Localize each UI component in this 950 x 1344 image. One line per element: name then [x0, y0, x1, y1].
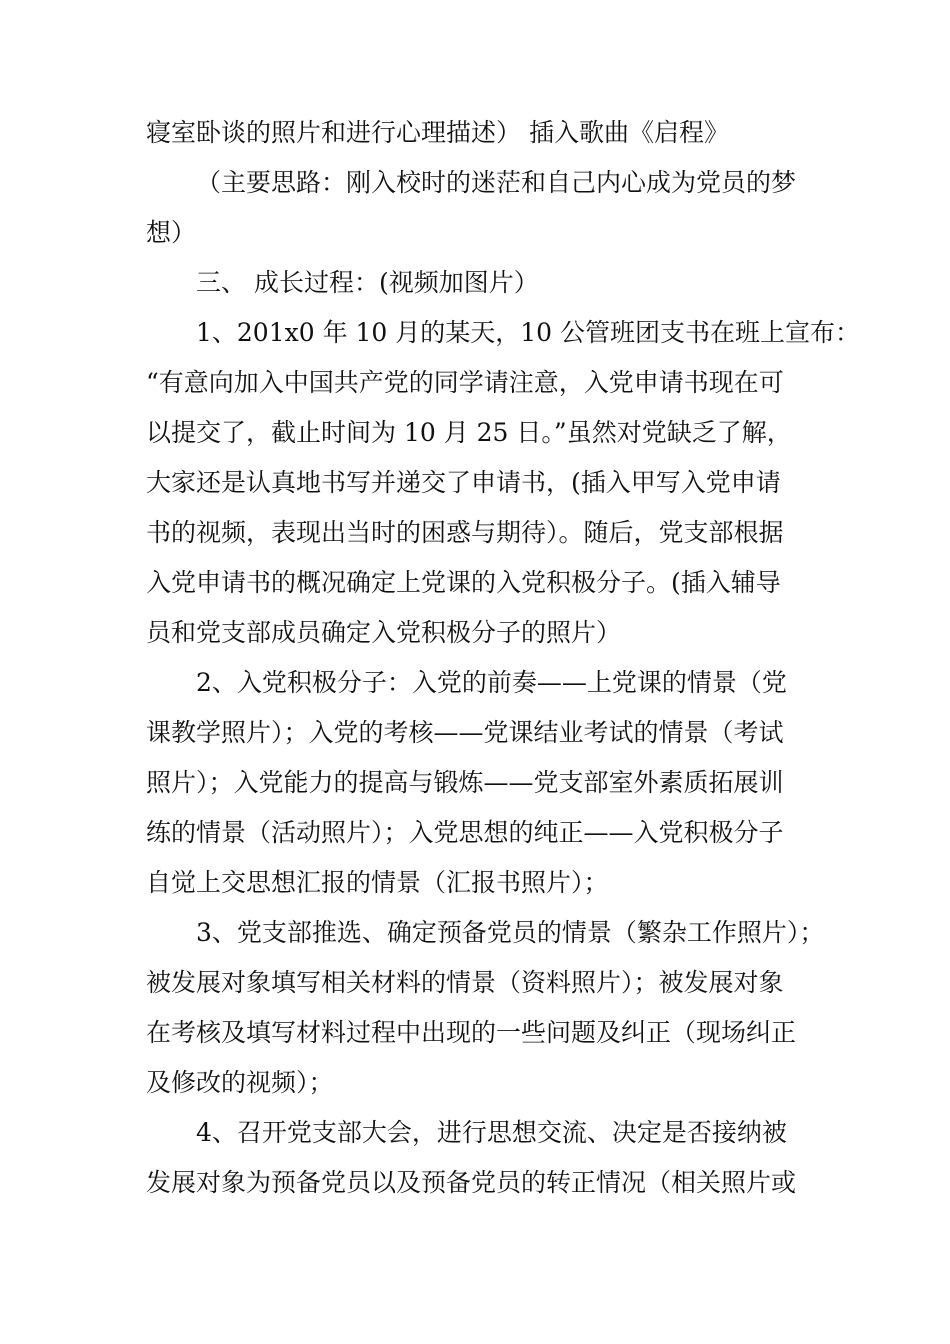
text-line: “有意向加入中国共产党的同学请注意，入党申请书现在可 [146, 368, 784, 397]
text-line: 4、召开党支部大会，进行思想交流、决定是否接纳被 [196, 1118, 787, 1147]
text-line: 2、入党积极分子：入党的前奏——上党课的情景（党 [196, 668, 787, 697]
text-line: 自觉上交思想汇报的情景（汇报书照片）； [146, 868, 609, 897]
text-line: 想） [146, 218, 197, 247]
text-line: 寝室卧谈的照片和进行心理描述） 插入歌曲《启程》 [146, 118, 729, 147]
text-line: 练的情景（活动照片）；入党思想的纯正——入党积极分子 [146, 818, 784, 847]
text-line: （主要思路：刚入校时的迷茫和自己内心成为党员的梦 [196, 168, 797, 197]
text-line: 书的视频，表现出当时的困惑与期待）。随后，党支部根据 [146, 518, 784, 547]
text-line: 照片）；入党能力的提高与锻炼——党支部室外素质拓展训 [146, 768, 784, 797]
text-line: 被发展对象填写相关材料的情景（资料照片）；被发展对象 [146, 968, 784, 997]
text-line: 在考核及填写材料过程中出现的一些问题及纠正（现场纠正 [146, 1018, 797, 1047]
text-line: 大家还是认真地书写并递交了申请书，(插入甲写入党申请 [146, 468, 781, 497]
text-line: 以提交了，截止时间为 10 月 25 日。”虽然对党缺乏了解， [146, 418, 792, 447]
text-line: 课教学照片）；入党的考核——党课结业考试的情景（考试 [146, 718, 784, 747]
text-line: 3、党支部推选、确定预备党员的情景（繁杂工作照片）； [196, 918, 825, 947]
text-line: 发展对象为预备党员以及预备党员的转正情况（相关照片或 [146, 1168, 797, 1197]
text-line: 1、201x0 年 10 月的某天，10 公管班团支书在班上宣布： [196, 318, 861, 347]
section-heading: 三、 成长过程：(视频加图片） [196, 268, 539, 297]
text-line: 及修改的视频）； [146, 1068, 334, 1097]
document-body [146, 108, 861, 1208]
text-line: 员和党支部成员确定入党积极分子的照片） [146, 618, 622, 647]
text-line: 入党申请书的概况确定上党课的入党积极分子。(插入辅导 [146, 568, 781, 597]
